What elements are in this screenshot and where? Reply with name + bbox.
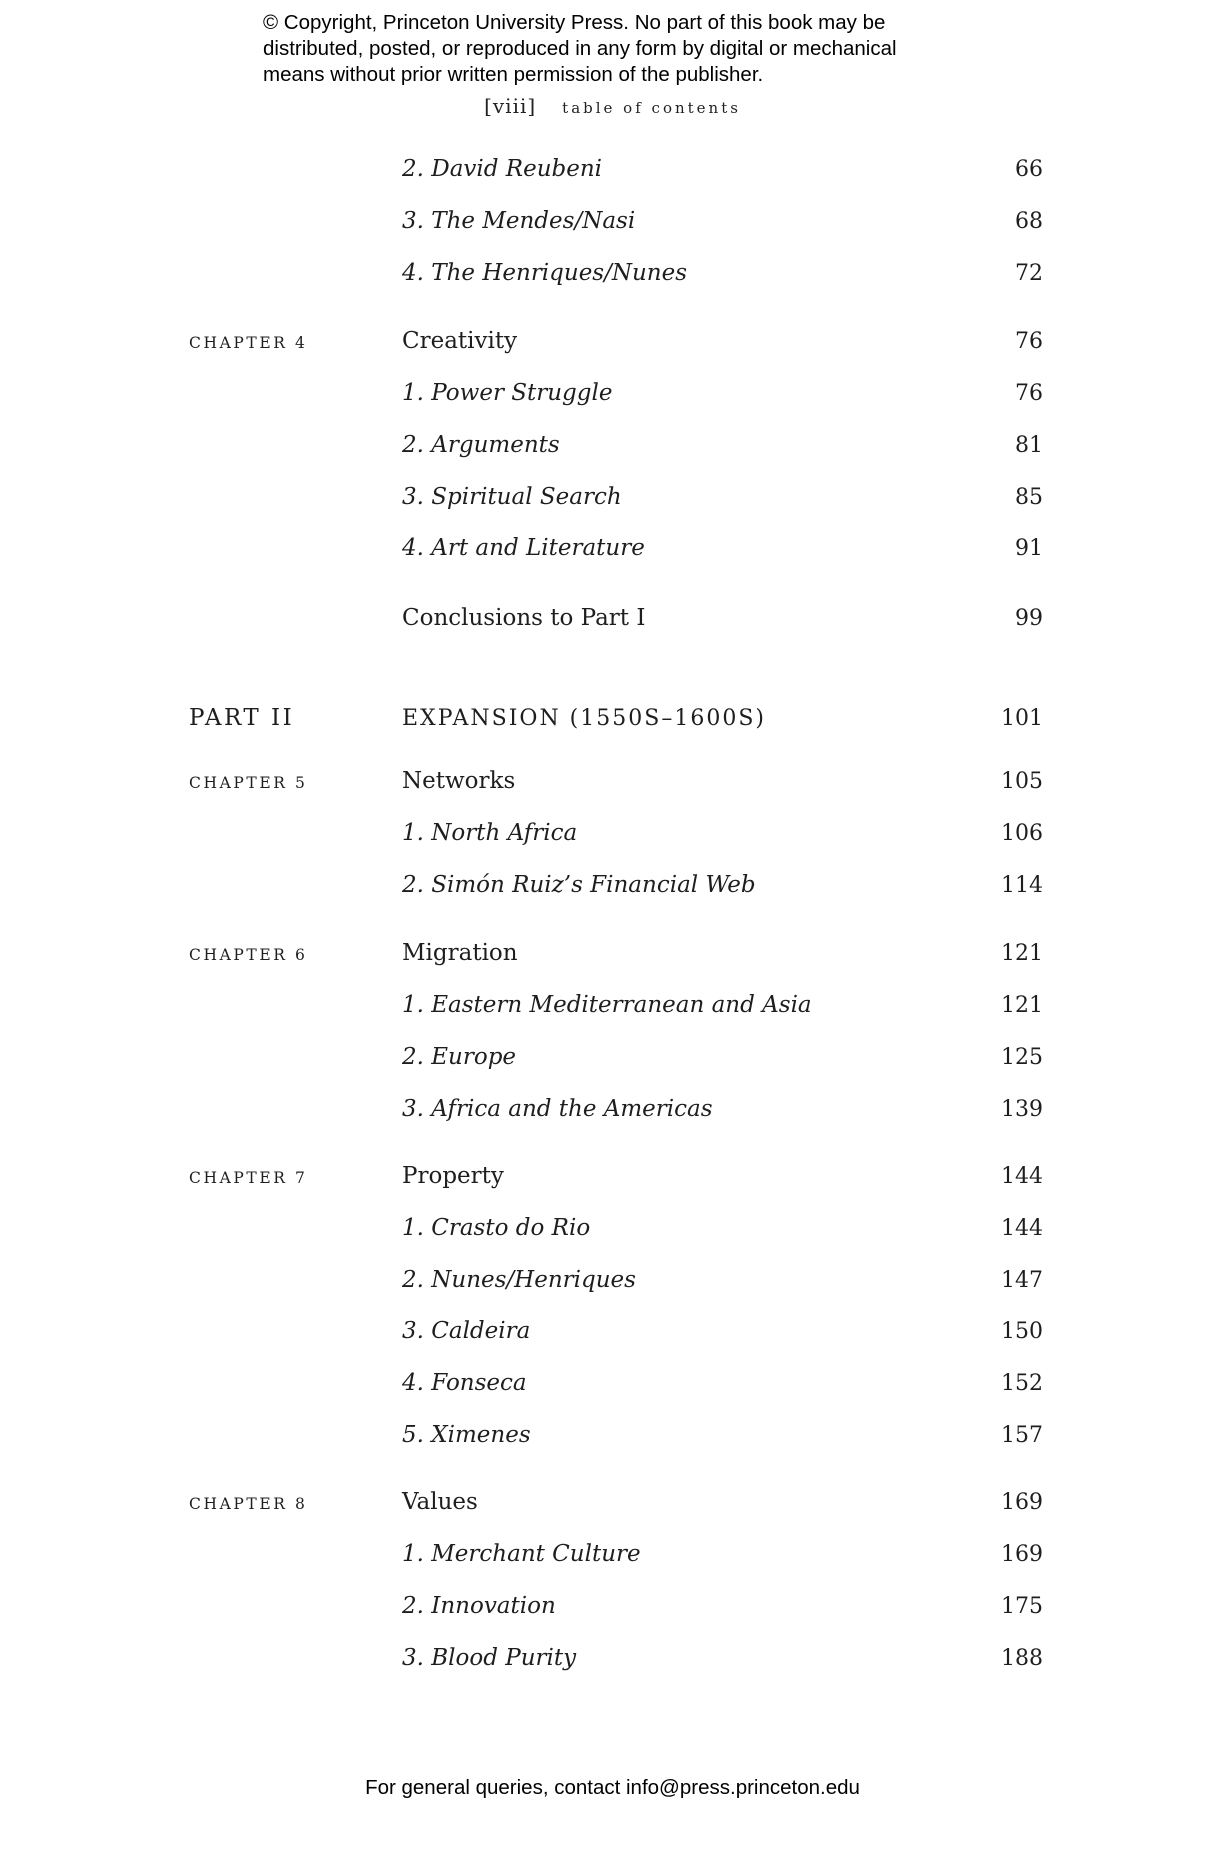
toc-entry-page: 169 — [1001, 1542, 1043, 1567]
toc-entry-page: 144 — [1001, 1216, 1043, 1241]
toc-entry-page: 101 — [1001, 706, 1043, 731]
toc-entry-page: 121 — [1001, 941, 1043, 966]
toc-entry-page: 121 — [1001, 993, 1043, 1018]
toc-entry-page: 66 — [1015, 157, 1043, 182]
toc-entry-title: 4. Art and Literature — [402, 535, 645, 561]
toc-entry — [0, 760, 1225, 800]
toc-entry-title: 1. Power Struggle — [402, 380, 613, 406]
toc-entry-page: 81 — [1015, 433, 1043, 458]
toc-entry-label: CHAPTER 4 — [189, 334, 308, 352]
toc-entry-title: 2. Europe — [402, 1044, 517, 1070]
toc-entry-title: Migration — [402, 940, 518, 966]
toc-entry — [0, 1310, 1225, 1350]
toc-entry-page: 85 — [1015, 485, 1043, 510]
toc-entry-title: 3. Caldeira — [402, 1318, 531, 1344]
toc-entry-page: 106 — [1001, 821, 1043, 846]
running-head — [0, 94, 1225, 118]
toc-entry-label: CHAPTER 7 — [189, 1169, 308, 1187]
toc-entry-title: 2. Simón Ruiz’s Financial Web — [402, 872, 756, 898]
toc-entry-page: 114 — [1001, 873, 1043, 898]
toc-entry-title: 3. Spiritual Search — [402, 484, 622, 510]
toc-entry-title: Conclusions to Part I — [402, 605, 646, 631]
toc-entry-page: 105 — [1001, 769, 1043, 794]
toc-entry-title: Values — [402, 1489, 478, 1515]
toc-entry-page: 169 — [1001, 1490, 1043, 1515]
toc-entry-page: 125 — [1001, 1045, 1043, 1070]
toc-entry-page: 139 — [1001, 1097, 1043, 1122]
toc-entry-page: 152 — [1001, 1371, 1043, 1396]
toc-entry-page: 175 — [1001, 1594, 1043, 1619]
toc-entry — [0, 597, 1225, 637]
toc-entry-title: 2. Innovation — [402, 1593, 556, 1619]
copyright-line: distributed, posted, or reproduced in any form by digital or mechanical — [263, 37, 897, 60]
toc-entry-page: 157 — [1001, 1423, 1043, 1448]
toc-entry — [0, 1533, 1225, 1573]
footer-contact: For general queries, contact info@press.princeton.edu — [365, 1776, 860, 1799]
toc-entry — [0, 1414, 1225, 1454]
toc-entry-title: 4. The Henriques/Nunes — [402, 260, 688, 286]
toc-entry — [0, 932, 1225, 972]
toc-entry — [0, 372, 1225, 412]
copyright-line: © Copyright, Princeton University Press. No part of this book may be — [263, 11, 886, 34]
toc-entry — [0, 252, 1225, 292]
toc-entry-title: 2. Nunes/Henriques — [402, 1267, 636, 1293]
copyright-line: means without prior written permission of the publisher. — [263, 63, 764, 86]
toc-entry — [0, 424, 1225, 464]
toc-entry-title: 1. Merchant Culture — [402, 1541, 641, 1567]
toc-entry-title: 1. Eastern Mediterranean and Asia — [402, 992, 812, 1018]
page-number: [viii] — [484, 94, 537, 118]
toc-entry-label: CHAPTER 6 — [189, 946, 308, 964]
toc-entry-page: 68 — [1015, 209, 1043, 234]
toc-entry-title: 3. Africa and the Americas — [402, 1096, 713, 1122]
toc-entry — [0, 1259, 1225, 1299]
toc-entry-page: 147 — [1001, 1268, 1043, 1293]
toc-entry-title: 1. Crasto do Rio — [402, 1215, 591, 1241]
toc-entry — [0, 984, 1225, 1024]
toc-entry — [0, 148, 1225, 188]
toc-entry — [0, 1637, 1225, 1677]
toc-entry-label: CHAPTER 8 — [189, 1495, 308, 1513]
toc-entry — [0, 812, 1225, 852]
toc-entry-label: CHAPTER 5 — [189, 774, 308, 792]
toc-entry-title: 2. Arguments — [402, 432, 560, 458]
toc-entry-page: 144 — [1001, 1164, 1043, 1189]
toc-entry — [0, 476, 1225, 516]
toc-entry — [0, 1585, 1225, 1625]
toc-entry-page: 99 — [1015, 606, 1043, 631]
toc-entry-page: 76 — [1015, 381, 1043, 406]
toc-entry-title: 3. The Mendes/Nasi — [402, 208, 636, 234]
toc-entry — [0, 1481, 1225, 1521]
toc-entry-page: 188 — [1001, 1646, 1043, 1671]
toc-entry-title: 3. Blood Purity — [402, 1645, 577, 1671]
toc-entry-title: 4. Fonseca — [402, 1370, 527, 1396]
toc-entry-label: PART II — [189, 705, 295, 731]
toc-entry — [0, 1362, 1225, 1402]
toc-entry — [0, 200, 1225, 240]
toc-entry-title: 1. North Africa — [402, 820, 578, 846]
toc-entry-page: 76 — [1015, 329, 1043, 354]
toc-entry-title: EXPANSION (1550S–1600S) — [402, 706, 766, 731]
toc-entry — [0, 1155, 1225, 1195]
toc-entry-title: Property — [402, 1163, 504, 1189]
toc-entry — [0, 697, 1225, 737]
toc-entry-page: 72 — [1015, 261, 1043, 286]
toc-entry — [0, 1088, 1225, 1128]
toc-entry-page: 91 — [1015, 536, 1043, 561]
toc-entry — [0, 864, 1225, 904]
toc-entry — [0, 1036, 1225, 1076]
toc-entry — [0, 1207, 1225, 1247]
toc-entry — [0, 527, 1225, 567]
copyright-notice — [263, 10, 1023, 88]
toc-entry-page: 150 — [1001, 1319, 1043, 1344]
toc-entry-title: 5. Ximenes — [402, 1422, 531, 1448]
toc-entry-title: Creativity — [402, 328, 518, 354]
running-title: table of contents — [562, 99, 741, 117]
toc-entry-title: 2. David Reubeni — [402, 156, 603, 182]
toc-entry-title: Networks — [402, 768, 516, 794]
toc-entry — [0, 320, 1225, 360]
